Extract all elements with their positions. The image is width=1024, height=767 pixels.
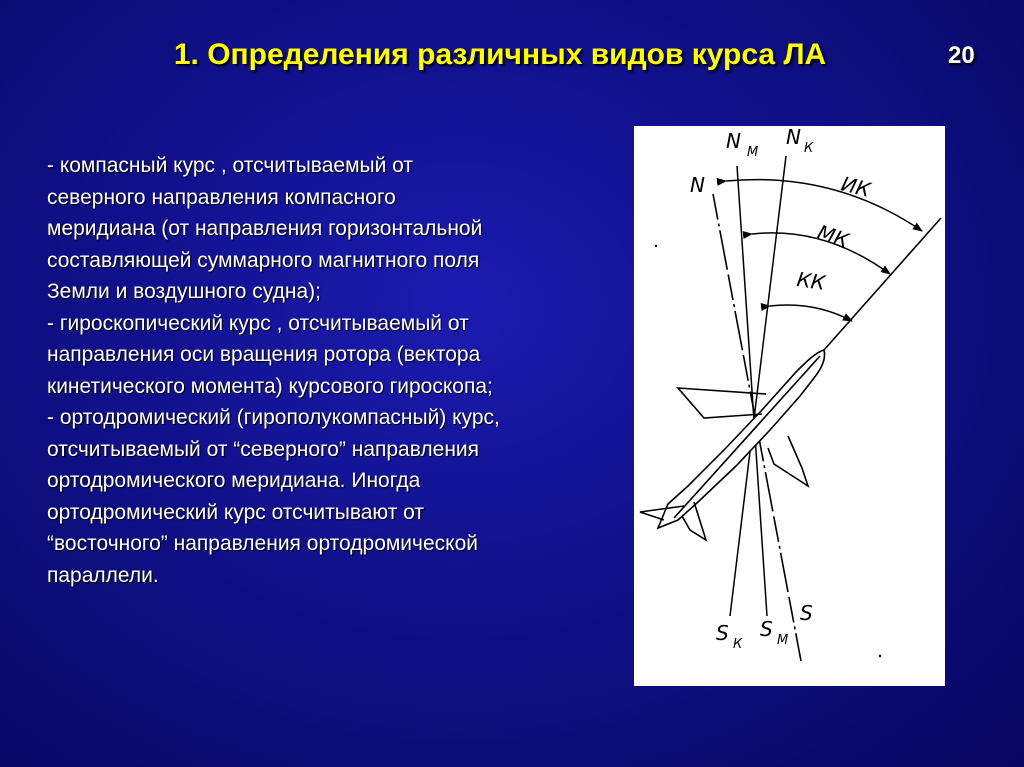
text-line: параллели. bbox=[47, 563, 159, 587]
text-line: меридиана (от направления горизонтальной bbox=[47, 217, 483, 240]
label-ik: ИК bbox=[838, 171, 873, 202]
label-nm: N bbox=[726, 129, 741, 153]
compass-meridian-line bbox=[730, 156, 786, 616]
text-line: составляющей суммарного магнитного поля bbox=[47, 248, 480, 272]
label-nk-sub: К bbox=[804, 141, 814, 156]
text-line: Земли и воздушного судна); bbox=[47, 280, 321, 303]
text-line: “восточного” направления ортодромической bbox=[47, 532, 478, 555]
text-line: направления оси вращения ротора (вектора bbox=[47, 343, 481, 366]
text-line: отсчитываемый от “северного” направления bbox=[47, 437, 480, 461]
slide-title: 1. Определения различных видов курса ЛА bbox=[173, 38, 827, 71]
label-n: N bbox=[690, 173, 705, 197]
aircraft-icon bbox=[640, 350, 825, 540]
text-line: - гироскопический курс , отсчитываемый от bbox=[47, 311, 469, 335]
label-mk: МК bbox=[814, 219, 852, 253]
page-number: 20 bbox=[948, 42, 975, 69]
text-line: северного направления компасного bbox=[47, 185, 396, 209]
speck bbox=[879, 655, 881, 657]
heading-diagram bbox=[634, 126, 945, 686]
label-sm-sub: М bbox=[777, 633, 789, 648]
kk-arc bbox=[770, 305, 852, 321]
label-s: S bbox=[800, 601, 813, 625]
heading-diagram-svg bbox=[634, 126, 945, 686]
label-sm: S bbox=[760, 617, 773, 641]
text-line: ортодромический курс отсчитывают от bbox=[47, 500, 425, 524]
text-line: ортодромического меридиана. Иногда bbox=[47, 469, 421, 492]
text-line: кинетического момента) курсового гироскопа; bbox=[47, 374, 493, 398]
text-line: - ортодромический (гирополукомпасный) курс, bbox=[47, 406, 500, 429]
definitions-text bbox=[47, 150, 607, 591]
label-nm-sub: М bbox=[747, 145, 759, 160]
label-kk: КК bbox=[795, 267, 827, 295]
speck bbox=[655, 245, 657, 247]
label-nk: N bbox=[786, 126, 801, 149]
label-sk-sub: К bbox=[733, 637, 743, 652]
label-sk: S bbox=[716, 621, 729, 645]
text-line: - компасный курс , отсчитываемый от bbox=[47, 154, 414, 177]
